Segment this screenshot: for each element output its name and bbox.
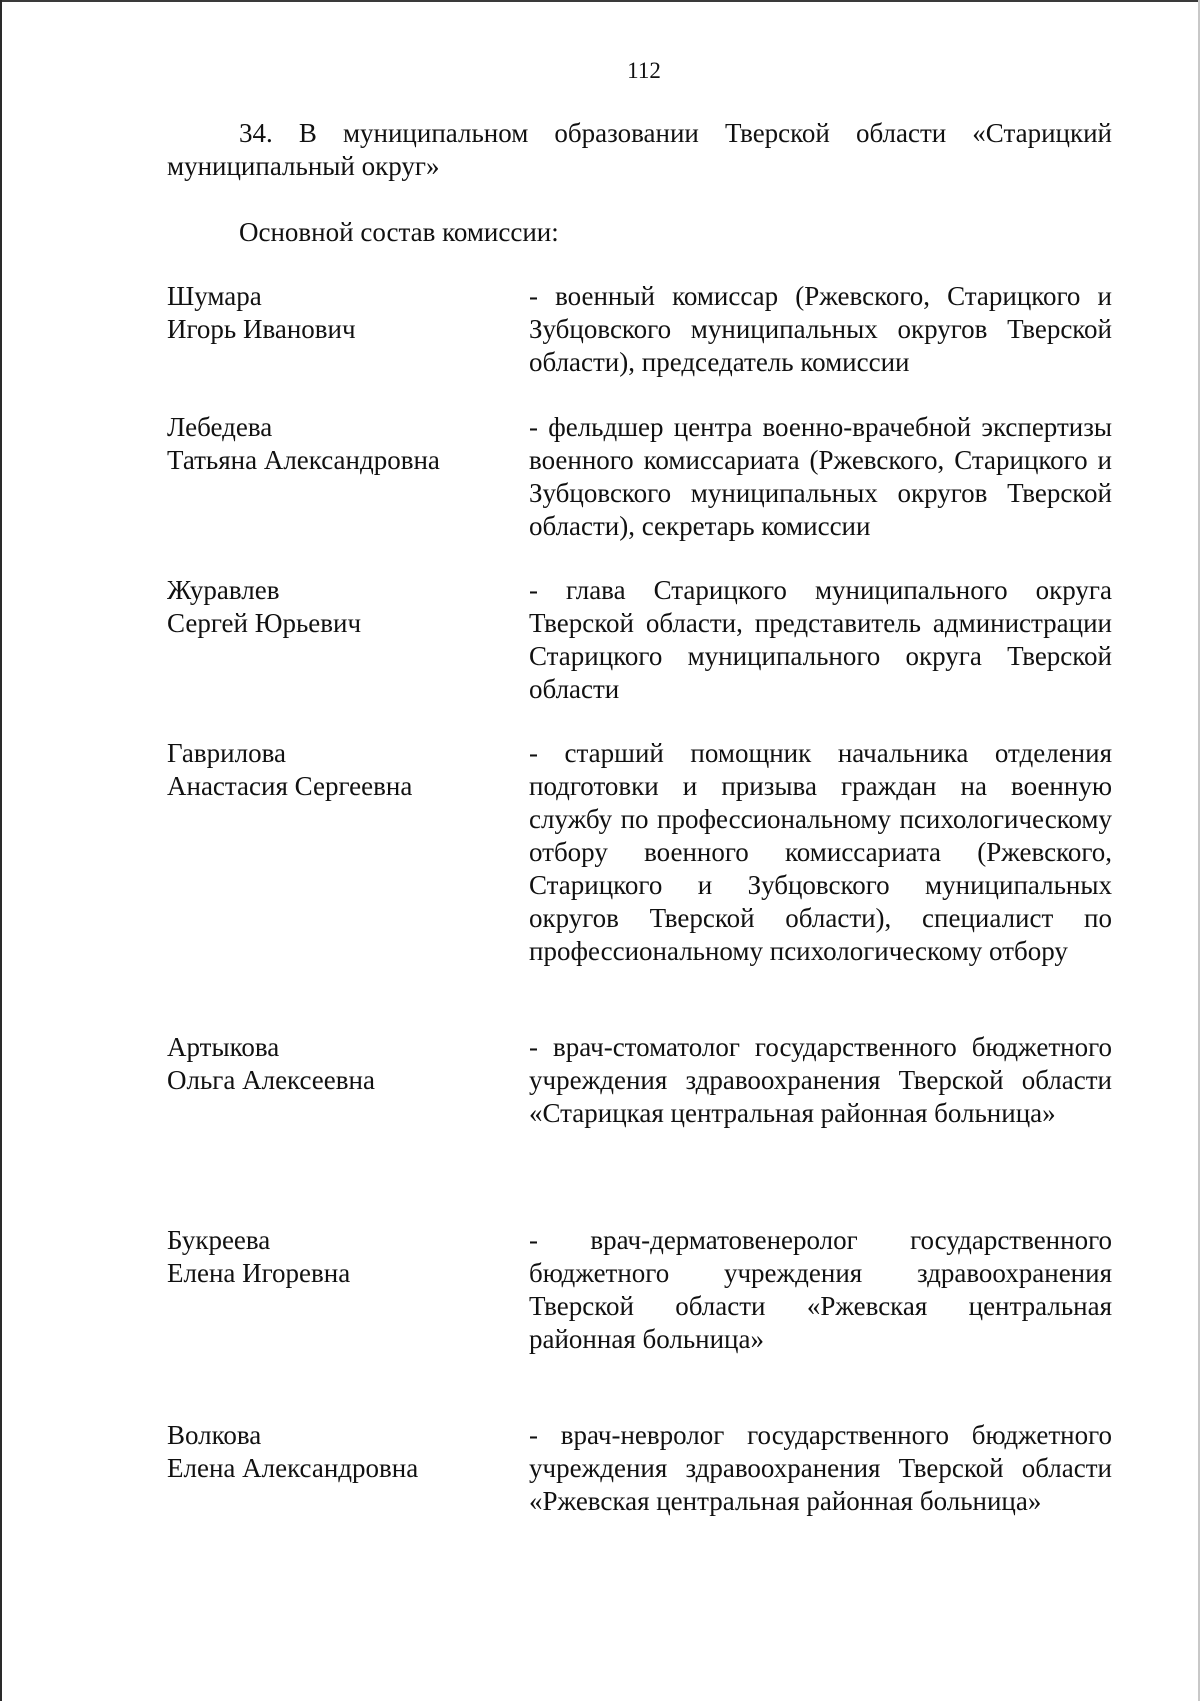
section-heading-line2: муниципальный округ» <box>167 151 440 181</box>
section-heading-line1: 34. В муниципальном образовании Тверской области «Старицкий <box>239 118 1112 148</box>
member-given-names: Игорь Иванович <box>167 314 356 344</box>
member-surname: Журавлев <box>167 575 280 605</box>
member-given-names: Елена Игоревна <box>167 1258 351 1288</box>
scan-edge-top <box>0 0 1200 2</box>
member-surname: Волкова <box>167 1420 262 1450</box>
section-subheading: Основной состав комиссии: <box>239 217 559 247</box>
member-name <box>167 280 507 346</box>
member-name <box>167 411 507 477</box>
member-surname: Гаврилова <box>167 738 286 768</box>
member-given-names: Татьяна Александровна <box>167 445 440 475</box>
member-role: - врач-дерматовенеролог государственного бюджетного учреждения здравоохранения Тверской области «Ржевская центральная районная больница» <box>529 1225 1112 1354</box>
member-name <box>167 1224 507 1290</box>
member-given-names: Сергей Юрьевич <box>167 608 362 638</box>
section-heading <box>167 117 1112 183</box>
member-role: - глава Старицкого муниципального округа Тверской области, представитель администрации Старицкого муниципального округа Тверской области <box>529 575 1112 704</box>
member-surname: Лебедева <box>167 412 273 442</box>
member-name <box>167 1031 507 1097</box>
member-given-names: Ольга Алексеевна <box>167 1065 375 1095</box>
member-role: - врач-стоматолог государственного бюджетного учреждения здравоохранения Тверской области «Старицкая центральная районная больница» <box>529 1032 1112 1128</box>
member-role: - старший помощник начальника отделения подготовки и призыва граждан на военную службу по профессиональному психологическому отбору военного комиссариата (Ржевского, Старицкого и Зубцовского муниципальных округов Тверской области), специалист по профессиональному психологическому отбору <box>529 738 1112 966</box>
scan-edge-left <box>0 0 2 1701</box>
page-number: 112 <box>627 58 661 83</box>
member-surname: Букреева <box>167 1225 271 1255</box>
member-surname: Шумара <box>167 281 262 311</box>
member-name <box>167 1419 507 1485</box>
member-given-names: Анастасия Сергеевна <box>167 771 413 801</box>
member-surname: Артыкова <box>167 1032 280 1062</box>
member-role: - фельдшер центра военно-врачебной экспертизы военного комиссариата (Ржевского, Старицкого и Зубцовского муниципальных округов Тверской области), секретарь комиссии <box>529 412 1112 541</box>
member-role: - врач-невролог государственного бюджетного учреждения здравоохранения Тверской области «Ржевская центральная районная больница» <box>529 1420 1112 1516</box>
member-name <box>167 574 507 640</box>
member-role: - военный комиссар (Ржевского, Старицкого и Зубцовского муниципальных округов Тверской области), председатель комиссии <box>529 281 1112 377</box>
member-name <box>167 737 507 803</box>
member-given-names: Елена Александровна <box>167 1453 419 1483</box>
